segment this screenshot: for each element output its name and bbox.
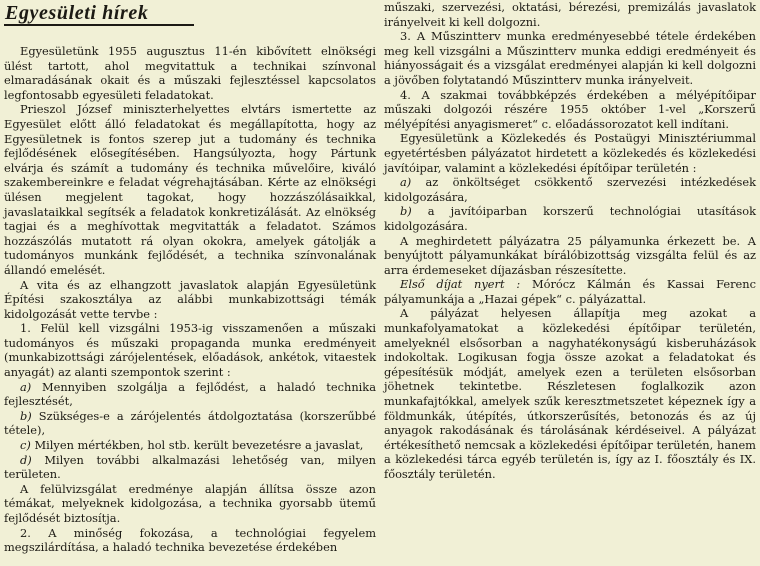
award-label: Első díjat nyert : xyxy=(400,277,521,292)
list-item xyxy=(4,409,376,438)
list-item xyxy=(4,438,376,453)
list-text: Milyen további alkalmazási lehetőség van, milyen területen. xyxy=(4,452,377,482)
list-text: Milyen mértékben, hol stb. került bevezetésre a javaslat, xyxy=(34,438,364,453)
list-text: Mennyiben szolgálja a fejlődést, a haladó technika fejlesztését, xyxy=(4,379,376,409)
paragraph: A vita és az elhangzott javaslatok alapján Egyesületünk Építési szakosztálya az alábbi munkabizottsági témák kidolgozását vette tervbe : xyxy=(4,277,376,321)
list-item xyxy=(384,175,756,204)
paragraph: 4. A szakmai továbbképzés érdekében a mélyépítőipar műszaki dolgozói részére 1955 október 1-vel „Korszerű mélyépítési anyagismeret“ c. előadássorozatot kell indítani. xyxy=(384,87,756,131)
paragraph: műszaki, szervezési, oktatási, bérezési, premizálás javaslatok irányelveit ki kell dolgozni. xyxy=(384,0,756,29)
list-label: d) xyxy=(20,452,32,467)
list-item xyxy=(4,453,376,482)
title-underline xyxy=(4,24,194,26)
paragraph: Egyesületünk 1955 augusztus 11-én kibővített elnökségi ülést tartott, ahol megvitattuk a technikai színvonal elmaradásának okait és a műszaki fejlesztéssel kapcsolatos legfontosabb egyesületi feladatokat. xyxy=(4,44,376,102)
list-label: c) xyxy=(20,438,31,453)
paragraph: 3. A Műszintterv munka eredményesebbé tétele érdekében meg kell vizsgálni a Műszintterv munka eddigi eredményeit és hiányosságait és a vizsgálat eredményei alapján ki kell dolgozni a jövőben folytatandó Műszintterv munka irányelveit. xyxy=(384,29,756,87)
list-label: a) xyxy=(20,379,32,394)
list-item xyxy=(384,204,756,233)
list-label: a) xyxy=(400,175,412,190)
paragraph: Egyesületünk a Közlekedés és Postaügyi Minisztériummal egyetértésben pályázatot hirdetett a közlekedés és közlekedési javítóipar, valamint a közlekedési építőipar területén : xyxy=(384,131,756,175)
paragraph: Prieszol József miniszterhelyettes elvtárs ismertette az Egyesület előtt álló feladatokat és megállapította, hogy az Egyesületnek is fontos szerep jut a tudomány és technika fejlődésének elősegítésében. Hangsúlyozta, hogy Pártunk elvárja és számít a tudomány és technika művelőire, kiváló szakembereinkre e feladat végrehajtásában. Kérte az elnökségi ülésen megjelent tagokat, hogy hozzászólásaikkal, javaslataikkal segítsék a feladatok konkretizálását. Az elnökség tagjai és a meghívottak megvitatták a feladatot. Számos hozzászólás mutatott rá olyan okokra, amelyek gátolják a tudományos munkánk fejlődését, a technika színvonalának állandó emelését. xyxy=(4,102,376,277)
left-column xyxy=(4,44,376,555)
list-label: b) xyxy=(20,408,32,423)
list-text: a javítóiparban korszerű technológiai utasítások kidolgozására. xyxy=(384,204,756,233)
list-label: b) xyxy=(400,204,412,219)
paragraph: A felülvizsgálat eredménye alapján állítsa össze azon témákat, melyeknek kidolgozása, a technika gyorsabb ütemű fejlődését biztosítja. xyxy=(4,481,376,525)
award-text: Mórócz Kálmán és Kassai Ferenc pályamunkája a „Hazai gépek“ c. pályázattal. xyxy=(384,277,757,306)
list-text: Szükséges-e a zárójelentés átdolgoztatása (korszerűbbé tétele), xyxy=(4,408,376,438)
list-text: az önköltséget csökkentő szervezési intézkedések kidolgozására, xyxy=(384,175,757,204)
award-line xyxy=(384,277,756,306)
right-column xyxy=(384,0,756,482)
list-item xyxy=(4,380,376,409)
paragraph: A pályázat helyesen állapítja meg azokat a munkafolyamatokat a közlekedési építőipar területén, amelyeknél elsősorban a nagyhatékonyságú kisberuházások indokoltak. Logikusan fogja össze azokat a feladatokat és gépesítésük módját, amelyek ezen a területen elsősorban jöhetnek tekintetbe. Részletesen foglalkozik azon munkafajtókkal, amelyek szűk keresztmetszetet képeznek így a földmunkák, útépítés, útkorszerűsítés, betonozás és az új anyagok rakodásának és tárolásának kérdéseivel. A pályázat értékesíthető nemcsak a közlekedési építőipar területén, hanem a közlekedési tárca egyéb területén is, így az I. főosztály és IX. főosztály területén. xyxy=(384,306,756,481)
paragraph: 2. A minőség fokozása, a technológiai fegyelem megszilárdítása, a haladó technika bevezetése érdekében xyxy=(4,525,376,555)
page-title: Egyesületi hírek xyxy=(5,2,149,24)
paragraph: A meghirdetett pályázatra 25 pályamunka érkezett be. A benyújtott pályamunkákat bírálóbizottság vizsgálta felül és az arra érdemeseket díjazásban részesítette. xyxy=(384,233,756,277)
paragraph: 1. Felül kell vizsgálni 1953-ig visszamenően a műszaki tudományos és műszaki propaganda munka eredményeit (munkabizottsági zárójelentések, előadások, ankétok, vitaestek anyagát) az alanti szempontok szerint : xyxy=(4,321,376,380)
